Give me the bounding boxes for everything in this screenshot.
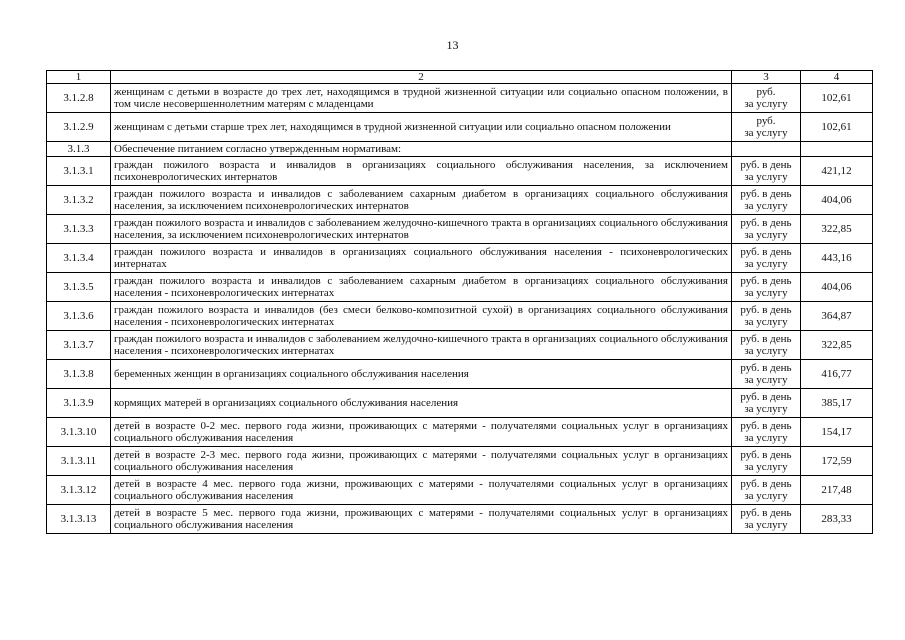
- unit-line-1: руб. в день: [740, 449, 792, 461]
- table-row: [47, 476, 873, 505]
- row-code: 3.1.3.9: [47, 389, 111, 418]
- unit-line-1: руб. в день: [740, 420, 792, 432]
- row-price: 322,85: [801, 331, 873, 360]
- row-description: женщинам с детьми старше трех лет, находящимся в трудной жизненной ситуации или социально опасном положении: [111, 113, 732, 142]
- unit-line-1: руб. в день: [740, 246, 792, 258]
- unit-line-2: за услугу: [744, 229, 788, 241]
- row-code: 3.1.3.8: [47, 360, 111, 389]
- unit-line-2: за услугу: [744, 98, 788, 110]
- row-code: 3.1.3: [47, 142, 111, 157]
- column-number-4: 4: [801, 71, 873, 84]
- row-unit: [732, 113, 801, 142]
- row-unit: [732, 389, 801, 418]
- row-price: 421,12: [801, 157, 873, 186]
- row-description: детей в возрасте 0-2 мес. первого года жизни, проживающих с матерями - получателями социальных услуг в организациях социального обслуживания населения: [111, 418, 732, 447]
- row-price: 322,85: [801, 215, 873, 244]
- row-code: 3.1.3.2: [47, 186, 111, 215]
- row-code: 3.1.3.5: [47, 273, 111, 302]
- row-price: 154,17: [801, 418, 873, 447]
- unit-line-1: руб. в день: [740, 275, 792, 287]
- table-row: [47, 244, 873, 273]
- table-row: [47, 113, 873, 142]
- row-price: [801, 142, 873, 157]
- row-code: 3.1.3.10: [47, 418, 111, 447]
- row-description: кормящих матерей в организациях социального обслуживания населения: [111, 389, 732, 418]
- unit-line-1: руб. в день: [740, 217, 792, 229]
- row-description: граждан пожилого возраста и инвалидов в организациях социального обслуживания населения, за исключением психоневрологических интернатов: [111, 157, 732, 186]
- unit-line-1: руб. в день: [740, 391, 792, 403]
- column-number-3: 3: [732, 71, 801, 84]
- unit-line-2: за услугу: [744, 345, 788, 357]
- unit-line-2: за услугу: [744, 316, 788, 328]
- row-code: 3.1.3.7: [47, 331, 111, 360]
- table-row: [47, 157, 873, 186]
- unit-line-1: руб. в день: [740, 362, 792, 374]
- row-description: граждан пожилого возраста и инвалидов в организациях социального обслуживания населения - психоневрологических интернатах: [111, 244, 732, 273]
- row-unit: [732, 84, 801, 113]
- table-row: [47, 273, 873, 302]
- row-price: 443,16: [801, 244, 873, 273]
- unit-line-2: за услугу: [744, 200, 788, 212]
- table-row: [47, 331, 873, 360]
- row-unit: [732, 331, 801, 360]
- table-row: [47, 215, 873, 244]
- unit-line-2: за услугу: [744, 432, 788, 444]
- row-unit: [732, 142, 801, 157]
- table-row: [47, 360, 873, 389]
- table-row: [47, 447, 873, 476]
- table-row: [47, 84, 873, 113]
- unit-line-1: руб. в день: [740, 188, 792, 200]
- table-row: [47, 505, 873, 534]
- row-code: 3.1.2.9: [47, 113, 111, 142]
- table-row: [47, 302, 873, 331]
- row-description: детей в возрасте 5 мес. первого года жизни, проживающих с матерями - получателями социальных услуг в организациях социального обслуживания населения: [111, 505, 732, 534]
- table-row: [47, 186, 873, 215]
- row-price: 416,77: [801, 360, 873, 389]
- row-code: 3.1.3.12: [47, 476, 111, 505]
- unit-line-1: руб. в день: [740, 478, 792, 490]
- row-unit: [732, 447, 801, 476]
- table-header-row: [47, 71, 873, 84]
- tariff-table: [46, 70, 873, 534]
- unit-line-2: за услугу: [744, 287, 788, 299]
- row-price: 364,87: [801, 302, 873, 331]
- unit-line-2: за услугу: [744, 374, 788, 386]
- row-price: 385,17: [801, 389, 873, 418]
- row-code: 3.1.3.1: [47, 157, 111, 186]
- unit-line-1: руб.: [756, 86, 776, 98]
- unit-line-2: за услугу: [744, 461, 788, 473]
- row-price: 102,61: [801, 113, 873, 142]
- row-unit: [732, 244, 801, 273]
- unit-line-2: за услугу: [744, 127, 788, 139]
- row-description: детей в возрасте 4 мес. первого года жизни, проживающих с матерями - получателями социальных услуг в организациях социального обслуживания населения: [111, 476, 732, 505]
- row-unit: [732, 302, 801, 331]
- unit-line-2: за услугу: [744, 403, 788, 415]
- unit-line-2: за услугу: [744, 171, 788, 183]
- row-unit: [732, 157, 801, 186]
- unit-line-1: руб. в день: [740, 507, 792, 519]
- row-price: 283,33: [801, 505, 873, 534]
- row-description: Обеспечение питанием согласно утвержденным нормативам:: [111, 142, 732, 157]
- row-price: 102,61: [801, 84, 873, 113]
- row-description: граждан пожилого возраста и инвалидов с заболеванием сахарным диабетом в организациях социального обслуживания населения, за исключением психоневрологических интернатов: [111, 186, 732, 215]
- table-row: [47, 389, 873, 418]
- row-unit: [732, 273, 801, 302]
- row-price: 404,06: [801, 186, 873, 215]
- row-unit: [732, 505, 801, 534]
- section-row: [47, 142, 873, 157]
- row-price: 217,48: [801, 476, 873, 505]
- unit-line-2: за услугу: [744, 490, 788, 502]
- unit-line-1: руб. в день: [740, 304, 792, 316]
- row-code: 3.1.3.6: [47, 302, 111, 331]
- row-code: 3.1.3.3: [47, 215, 111, 244]
- unit-line-2: за услугу: [744, 519, 788, 531]
- unit-line-1: руб. в день: [740, 333, 792, 345]
- row-code: 3.1.3.4: [47, 244, 111, 273]
- unit-line-2: за услугу: [744, 258, 788, 270]
- column-number-1: 1: [47, 71, 111, 84]
- column-number-2: 2: [111, 71, 732, 84]
- table-row: [47, 418, 873, 447]
- row-price: 404,06: [801, 273, 873, 302]
- unit-line-1: руб.: [756, 115, 776, 127]
- row-code: 3.1.2.8: [47, 84, 111, 113]
- row-unit: [732, 360, 801, 389]
- row-description: граждан пожилого возраста и инвалидов с заболеванием сахарным диабетом в организациях социального обслуживания населения - психоневрологических интернатах: [111, 273, 732, 302]
- row-description: женщинам с детьми в возрасте до трех лет, находящимся в трудной жизненной ситуации или социально опасном положении, в том числе несовершеннолетним матерям с младенцами: [111, 84, 732, 113]
- row-unit: [732, 418, 801, 447]
- page-number: 13: [446, 38, 459, 52]
- row-code: 3.1.3.11: [47, 447, 111, 476]
- row-unit: [732, 476, 801, 505]
- row-unit: [732, 215, 801, 244]
- row-unit: [732, 186, 801, 215]
- row-code: 3.1.3.13: [47, 505, 111, 534]
- row-description: беременных женщин в организациях социального обслуживания населения: [111, 360, 732, 389]
- unit-line-1: руб. в день: [740, 159, 792, 171]
- row-description: детей в возрасте 2-3 мес. первого года жизни, проживающих с матерями - получателями социальных услуг в организациях социального обслуживания населения: [111, 447, 732, 476]
- row-description: граждан пожилого возраста и инвалидов с заболеванием желудочно-кишечного тракта в организациях социального обслуживания населения - психоневрологических интернатах: [111, 331, 732, 360]
- row-description: граждан пожилого возраста и инвалидов (без смеси белково-композитной сухой) в организациях социального обслуживания населения - психоневрологических интернатах: [111, 302, 732, 331]
- row-description: граждан пожилого возраста и инвалидов с заболеванием желудочно-кишечного тракта в организациях социального обслуживания населения, за исключением психоневрологических интернатов: [111, 215, 732, 244]
- row-price: 172,59: [801, 447, 873, 476]
